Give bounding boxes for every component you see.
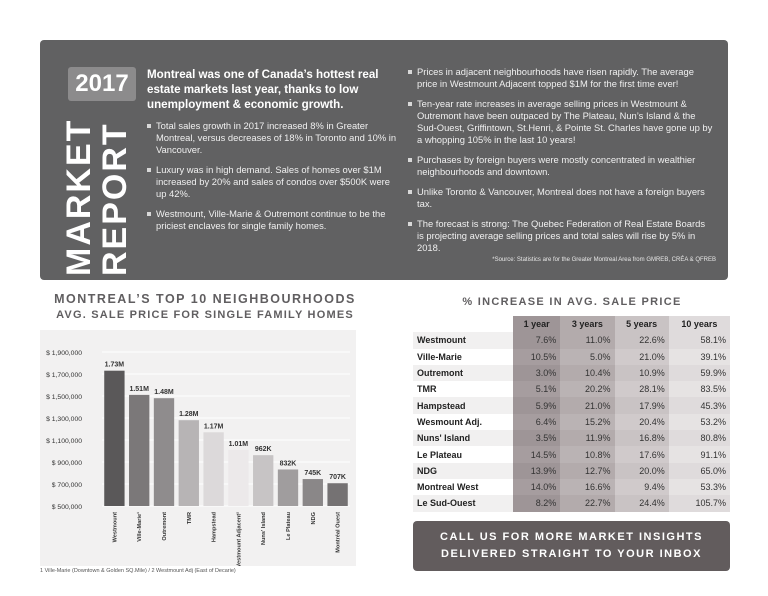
table-header-5yr: 5 years bbox=[615, 316, 669, 332]
report-title-line1: MARKET bbox=[60, 118, 98, 276]
neighbourhood-name: Nuns' Island bbox=[413, 430, 513, 446]
table-cell: 3.5% bbox=[513, 430, 560, 446]
table-cell: 21.0% bbox=[560, 397, 614, 413]
table-cell: 6.4% bbox=[513, 414, 560, 430]
table-cell: 7.6% bbox=[513, 332, 560, 348]
table-header-3yr: 3 years bbox=[560, 316, 614, 332]
table-cell: 5.0% bbox=[560, 349, 614, 365]
neighbourhood-name: Westmount bbox=[413, 332, 513, 348]
bar bbox=[303, 479, 323, 506]
right-bullet: Unlike Toronto & Vancouver, Montreal does not have a foreign buyers tax. bbox=[408, 186, 713, 210]
neighbourhood-name: Montreal West bbox=[413, 479, 513, 495]
category-label: Westmount bbox=[112, 512, 119, 543]
table-cell: 65.0% bbox=[669, 463, 730, 479]
category-label: Outremont bbox=[162, 512, 168, 541]
table-row bbox=[413, 365, 730, 381]
bar bbox=[179, 420, 199, 506]
left-bullet: Westmount, Ville-Marie & Outremont continue to be the priciest enclaves for single family homes. bbox=[147, 208, 397, 232]
table-cell: 10.5% bbox=[513, 349, 560, 365]
bar bbox=[203, 432, 223, 506]
table-row bbox=[413, 446, 730, 462]
category-label: Westmount Adjacent² bbox=[236, 512, 243, 566]
table-cell: 20.4% bbox=[615, 414, 669, 430]
category-label: Ville-Marie¹ bbox=[137, 512, 144, 542]
bar-value-label: 962K bbox=[254, 446, 272, 454]
table-cell: 14.5% bbox=[513, 446, 560, 462]
report-title-line2: REPORT bbox=[96, 122, 134, 276]
bar bbox=[228, 450, 248, 506]
right-bullet: Purchases by foreign buyers were mostly concentrated in wealthier neighbourhoods and downtown. bbox=[408, 154, 713, 178]
table-header-blank bbox=[413, 316, 513, 332]
bar bbox=[104, 371, 124, 506]
table-cell: 28.1% bbox=[615, 381, 669, 397]
table-cell: 5.1% bbox=[513, 381, 560, 397]
table-cell: 39.1% bbox=[669, 349, 730, 365]
chart-title: MONTREAL’S TOP 10 NEIGHBOURHOODS bbox=[54, 292, 356, 306]
neighbourhood-name: NDG bbox=[413, 463, 513, 479]
bar-value-label: 1.48M bbox=[154, 389, 174, 397]
bar-value-label: 1.28M bbox=[179, 411, 199, 419]
y-tick-label: $ 900,000 bbox=[51, 460, 82, 467]
y-tick-label: $ 700,000 bbox=[51, 482, 82, 489]
y-tick-label: $ 500,000 bbox=[51, 504, 82, 511]
table-cell: 20.0% bbox=[615, 463, 669, 479]
left-bullet: Luxury was in high demand. Sales of homes over $1M increased by 20% and sales of condos over $500K were up 42%. bbox=[147, 164, 397, 200]
table-cell: 91.1% bbox=[669, 446, 730, 462]
category-label: NDG bbox=[310, 512, 317, 525]
table-header-row bbox=[413, 316, 730, 332]
table-row bbox=[413, 381, 730, 397]
chart-subtitle: AVG. SALE PRICE FOR SINGLE FAMILY HOMES bbox=[56, 309, 354, 321]
cta-line2: DELIVERED STRAIGHT TO YOUR INBOX bbox=[441, 548, 702, 560]
table-cell: 53.3% bbox=[669, 479, 730, 495]
table-cell: 17.6% bbox=[615, 446, 669, 462]
table-row bbox=[413, 397, 730, 413]
table-header-10yr: 10 years bbox=[669, 316, 730, 332]
table-cell: 22.6% bbox=[615, 332, 669, 348]
table-cell: 105.7% bbox=[669, 495, 730, 511]
table-body bbox=[413, 332, 730, 511]
neighbourhood-name: TMR bbox=[413, 381, 513, 397]
bar-value-label: 707K bbox=[329, 474, 346, 482]
table-cell: 14.0% bbox=[513, 479, 560, 495]
cta-line1: CALL US FOR MORE MARKET INSIGHTS bbox=[440, 531, 703, 543]
price-bar-chart bbox=[40, 330, 356, 566]
table-row bbox=[413, 495, 730, 511]
source-note: *Source: Statistics are for the Greater Montreal Area from GMREB, CRÉA & QFREB bbox=[492, 257, 716, 263]
table-cell: 3.0% bbox=[513, 365, 560, 381]
table-title: % INCREASE IN AVG. SALE PRICE bbox=[462, 296, 682, 308]
right-bullet: Ten-year rate increases in average selling prices in Westmount & Outremont have been outpaced by The Plateau, Nun’s Island & the Sud-Ouest, Griffintown, St.Henri, & Pointe St. Charles have gone up by a whopping 105% in the last 10 years! bbox=[408, 98, 713, 146]
table-cell: 12.7% bbox=[560, 463, 614, 479]
bar-value-label: 1.51M bbox=[129, 385, 149, 393]
chart-footnote: 1 Ville-Marie (Downtown & Golden SQ.Mile) / 2 Westmount Adj (East of Decarie) bbox=[40, 568, 236, 574]
bar bbox=[253, 455, 273, 506]
left-bullet: Total sales growth in 2017 increased 8% in Greater Montreal, versus decreases of 18% in Toronto and 10% in Vancouver. bbox=[147, 120, 397, 156]
bar-value-label: 832K bbox=[279, 460, 297, 468]
table-row bbox=[413, 479, 730, 495]
bar bbox=[278, 469, 298, 506]
table-cell: 10.4% bbox=[560, 365, 614, 381]
y-tick-label: $ 1,900,000 bbox=[46, 350, 82, 357]
table-cell: 45.3% bbox=[669, 397, 730, 413]
table-cell: 16.6% bbox=[560, 479, 614, 495]
increase-table bbox=[413, 316, 730, 512]
bar bbox=[327, 483, 347, 506]
table-cell: 22.7% bbox=[560, 495, 614, 511]
y-tick-label: $ 1,500,000 bbox=[46, 394, 82, 401]
neighbourhood-name: Outremont bbox=[413, 365, 513, 381]
neighbourhood-name: Wesmount Adj. bbox=[413, 414, 513, 430]
table-cell: 21.0% bbox=[615, 349, 669, 365]
table-row bbox=[413, 414, 730, 430]
neighbourhood-name: Hampstead bbox=[413, 397, 513, 413]
year-badge: 2017 bbox=[68, 67, 136, 101]
bar bbox=[154, 398, 174, 506]
y-tick-label: $ 1,700,000 bbox=[46, 372, 82, 379]
category-label: TMR bbox=[186, 512, 193, 525]
category-label: Nuns' Island bbox=[261, 512, 268, 546]
table-cell: 58.1% bbox=[669, 332, 730, 348]
table-row bbox=[413, 332, 730, 348]
bar-value-label: 1.17M bbox=[203, 423, 224, 431]
bar-value-label: 745K bbox=[304, 470, 322, 478]
table-cell: 13.9% bbox=[513, 463, 560, 479]
y-tick-label: $ 1,300,000 bbox=[46, 416, 82, 423]
neighbourhood-name: Ville-Marie bbox=[413, 349, 513, 365]
bar bbox=[129, 395, 149, 506]
report-title bbox=[61, 76, 141, 276]
category-label: Montréal Ouest bbox=[335, 512, 342, 553]
table-cell: 53.2% bbox=[669, 414, 730, 430]
category-label: Le Plateau bbox=[286, 512, 292, 540]
table-cell: 11.0% bbox=[560, 332, 614, 348]
table-cell: 10.9% bbox=[615, 365, 669, 381]
table-row bbox=[413, 430, 730, 446]
neighbourhood-name: Le Sud-Ouest bbox=[413, 495, 513, 511]
table-cell: 11.9% bbox=[560, 430, 614, 446]
table-cell: 24.4% bbox=[615, 495, 669, 511]
table-cell: 59.9% bbox=[669, 365, 730, 381]
neighbourhood-name: Le Plateau bbox=[413, 446, 513, 462]
table-header-1yr: 1 year bbox=[513, 316, 560, 332]
bar-value-label: 1.73M bbox=[104, 361, 125, 369]
table-cell: 17.9% bbox=[615, 397, 669, 413]
right-bullet: The forecast is strong: The Quebec Federation of Real Estate Boards is projecting average selling prices and total sales will rise by 5% in 2018. bbox=[408, 218, 713, 254]
table-cell: 8.2% bbox=[513, 495, 560, 511]
table-cell: 15.2% bbox=[560, 414, 614, 430]
table-row bbox=[413, 349, 730, 365]
table-cell: 9.4% bbox=[615, 479, 669, 495]
table-cell: 20.2% bbox=[560, 381, 614, 397]
price-chart-area bbox=[40, 330, 356, 566]
cta-button[interactable] bbox=[413, 521, 730, 571]
right-bullet: Prices in adjacent neighbourhoods have risen rapidly. The average price in Westmount Adjacent topped $1M for the first time ever! bbox=[408, 66, 713, 90]
table-row bbox=[413, 463, 730, 479]
category-label: Hampstead bbox=[211, 512, 218, 543]
right-bullet-list bbox=[408, 66, 713, 262]
table-cell: 10.8% bbox=[560, 446, 614, 462]
table-cell: 83.5% bbox=[669, 381, 730, 397]
y-tick-label: $ 1,100,000 bbox=[46, 438, 82, 445]
table-cell: 16.8% bbox=[615, 430, 669, 446]
bar-value-label: 1.01M bbox=[228, 440, 249, 448]
headline: Montreal was one of Canada’s hottest real estate markets last year, thanks to low unemployment & economic growth. bbox=[147, 68, 379, 111]
table-cell: 80.8% bbox=[669, 430, 730, 446]
left-bullet-list bbox=[147, 120, 397, 240]
table-cell: 5.9% bbox=[513, 397, 560, 413]
